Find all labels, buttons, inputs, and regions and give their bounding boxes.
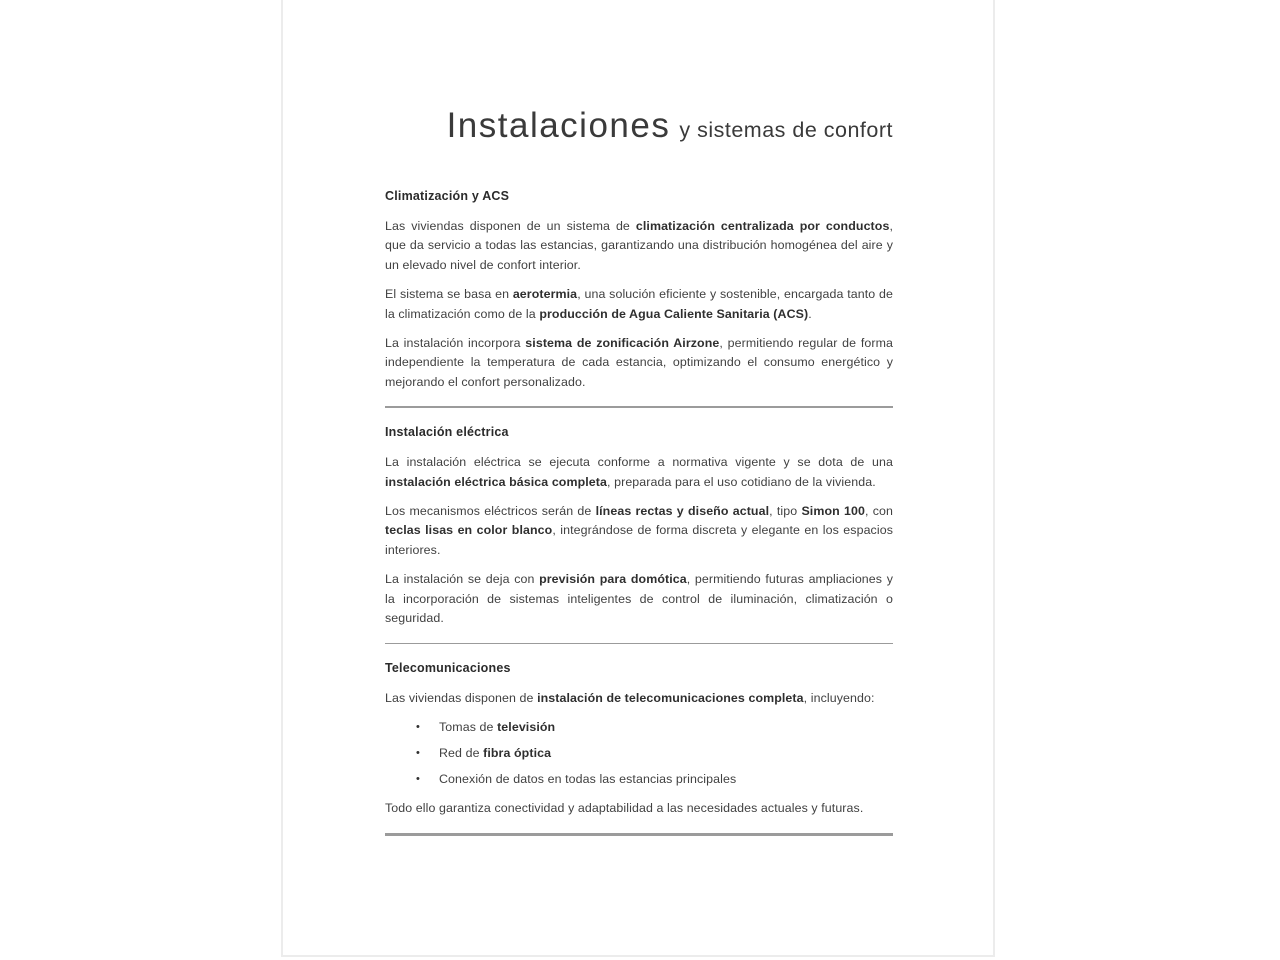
- paragraph: [385, 689, 893, 708]
- bullet-item: [416, 718, 893, 737]
- bold-text: televisión: [497, 719, 556, 734]
- document-page: [281, 0, 995, 957]
- paragraph: [385, 285, 893, 324]
- body-text: , tipo: [769, 504, 802, 519]
- body-text: .: [808, 306, 812, 321]
- paragraph: [385, 217, 893, 275]
- body-text: , preparada para el uso cotidiano de la vivienda.: [607, 474, 876, 489]
- body-text: Red de: [439, 745, 484, 760]
- section-divider: [385, 833, 893, 836]
- bullet-item: [416, 744, 893, 763]
- body-text: , permitiendo futuras ampliaciones y la incorporación de sistemas inteligentes de control de iluminación, climatización o seguridad.: [385, 572, 893, 626]
- title-subtitle: y sistemas de confort: [679, 118, 893, 142]
- bold-text: instalación eléctrica básica completa: [385, 474, 608, 489]
- body-text: La instalación se deja con: [385, 572, 540, 587]
- paragraph: [385, 334, 893, 392]
- body-text: Conexión de datos en todas las estancias principales: [439, 771, 737, 786]
- section-heading: Instalación eléctrica: [385, 425, 509, 440]
- bold-text: aerotermia: [512, 287, 578, 302]
- section-divider: [385, 643, 893, 644]
- section-heading: Climatización y ACS: [385, 189, 510, 203]
- paragraph: [385, 502, 893, 560]
- document-section: [385, 425, 893, 643]
- body-text: , permitiendo regular de forma independiente la temperatura de cada estancia, optimizando el consumo energético y mejorando el confort personalizado.: [385, 336, 894, 389]
- body-text: , una solución eficiente y sostenible, encargada tanto de la climatización como de la: [385, 287, 893, 321]
- paragraph: [385, 799, 893, 818]
- bullet-text: [439, 718, 555, 737]
- page-content: [283, 0, 993, 955]
- paragraph: [385, 453, 893, 492]
- bullet-icon: •: [416, 746, 420, 759]
- body-text: Los mecanismos eléctricos serán de: [385, 504, 596, 519]
- bold-text: líneas rectas y diseño actual: [595, 504, 770, 519]
- body-text: , que da servicio a todas las estancias, garantizando una distribución homogénea del aire y un elevado nivel de confort interior.: [385, 219, 893, 272]
- bold-text: teclas lisas en color blanco: [385, 523, 553, 538]
- document-section: [385, 661, 893, 836]
- sections-container: [385, 189, 893, 836]
- bullet-item: [416, 770, 893, 789]
- body-text: La instalación incorpora: [385, 336, 526, 351]
- document-section: [385, 189, 893, 408]
- bullet-icon: •: [416, 772, 420, 785]
- bold-text: climatización centralizada por conductos: [635, 219, 890, 233]
- bold-text: instalación de telecomunicaciones completa: [537, 690, 804, 705]
- body-text: , con: [864, 504, 893, 519]
- bullet-icon: •: [416, 720, 420, 733]
- body-text: El sistema se basa en: [385, 287, 513, 302]
- body-text: Las viviendas disponen de: [385, 690, 538, 705]
- bold-text: previsión para domótica: [539, 572, 687, 587]
- bold-text: fibra óptica: [483, 745, 552, 760]
- body-text: Las viviendas disponen de un sistema de: [385, 219, 636, 233]
- body-text: , incluyendo:: [803, 690, 875, 705]
- title-main: Instalaciones: [446, 106, 671, 145]
- paragraph: [385, 570, 893, 628]
- body-text: , integrándose de forma discreta y elegante en los espacios interiores.: [385, 523, 893, 557]
- body-text: Todo ello garantiza conectividad y adaptabilidad a las necesidades actuales y futuras.: [385, 801, 864, 816]
- bullet-text: [439, 744, 551, 763]
- body-text: La instalación eléctrica se ejecuta conforme a normativa vigente y se dota de una: [385, 455, 893, 470]
- bullet-list: [385, 718, 893, 789]
- section-heading: Telecomunicaciones: [385, 660, 511, 675]
- bold-text: producción de Agua Caliente Sanitaria (ACS): [539, 306, 809, 321]
- bold-text: sistema de zonificación Airzone: [525, 336, 720, 351]
- document-title: [385, 103, 893, 155]
- body-text: Tomas de: [439, 719, 498, 734]
- bullet-text: [439, 770, 736, 789]
- section-divider: [385, 406, 893, 408]
- bold-text: Simon 100: [801, 504, 865, 519]
